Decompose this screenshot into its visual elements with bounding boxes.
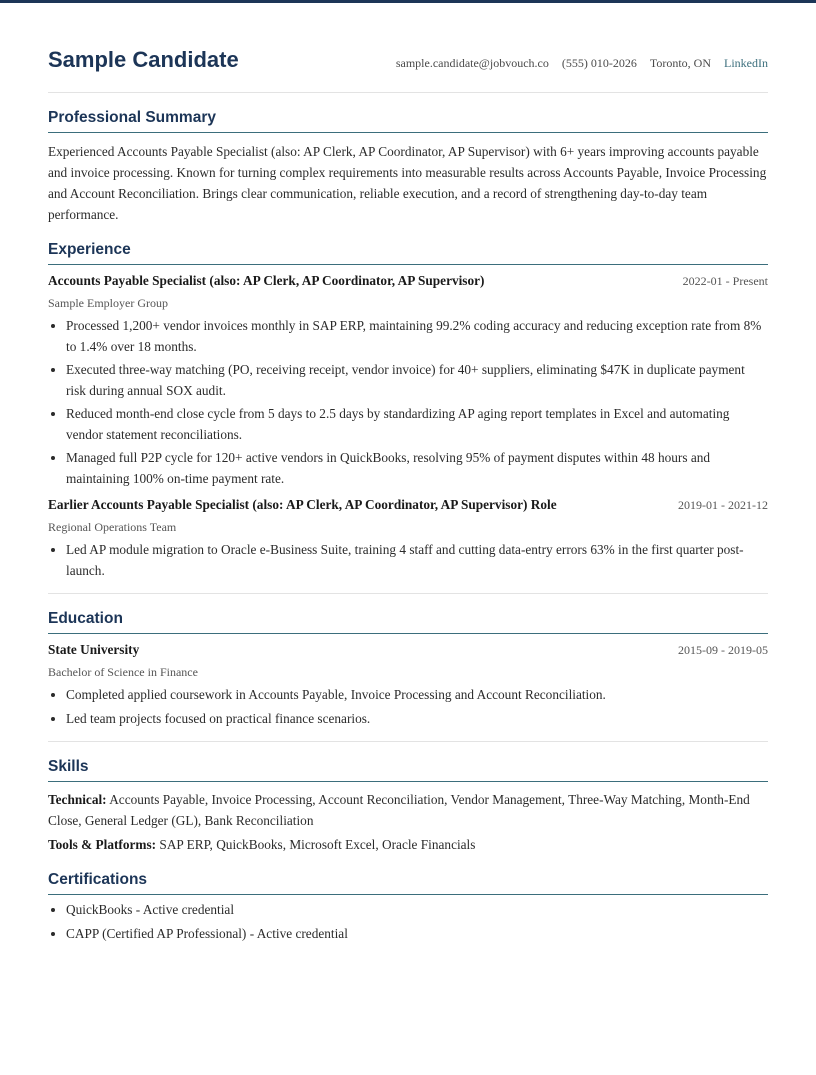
bullet-item: • Completed applied coursework in Accounts Payable, Invoice Processing and Account Reconciliation. bbox=[66, 685, 768, 706]
resume-page bbox=[0, 3, 816, 944]
education-entry bbox=[48, 642, 768, 729]
employer-name: Sample Employer Group bbox=[48, 296, 168, 311]
phone-number: (555) 010-2026 bbox=[561, 56, 637, 70]
school-name: State University bbox=[48, 642, 140, 658]
education-bullets bbox=[48, 685, 768, 729]
resume-header bbox=[48, 3, 768, 93]
section-title-summary: Professional Summary bbox=[48, 109, 768, 133]
job-dates: 2022-01 - Present bbox=[682, 274, 768, 289]
technical-skills bbox=[48, 789, 768, 831]
summary-section bbox=[48, 109, 768, 225]
skills-section bbox=[48, 758, 768, 855]
education-section bbox=[48, 610, 768, 742]
degree-name: Bachelor of Science in Finance bbox=[48, 665, 198, 680]
job-dates: 2019-01 - 2021-12 bbox=[678, 498, 768, 513]
candidate-name: Sample Candidate bbox=[48, 47, 239, 72]
tools-list: SAP ERP, QuickBooks, Microsoft Excel, Oracle Financials bbox=[159, 837, 476, 853]
tools-skills bbox=[48, 834, 768, 855]
email-link[interactable]: sample.candidate@jobvouch.co bbox=[395, 56, 549, 70]
employer-name: Regional Operations Team bbox=[48, 520, 177, 535]
certifications-section bbox=[48, 871, 768, 944]
section-title-skills: Skills bbox=[48, 758, 768, 782]
job-bullets bbox=[48, 316, 768, 489]
certification-list bbox=[48, 900, 768, 944]
education-dates: 2015-09 - 2019-05 bbox=[678, 643, 768, 658]
section-title-education: Education bbox=[48, 610, 768, 634]
bullet-item: • Executed three-way matching (PO, receiving receipt, vendor invoice) for 40+ suppliers, eliminating $47K in duplicate payment risk during annual SOX audit. bbox=[66, 360, 768, 401]
contact-info bbox=[396, 56, 768, 71]
summary-text: Experienced Accounts Payable Specialist (also: AP Clerk, AP Coordinator, AP Supervisor) with 6+ years improving accounts payable and invoice processing. Known for turning complex requirements into measurable results across Accounts Payable, Invoice Processing and Account Reconciliation. Brings clear communication, reliable execution, and a record of strengthening day-to-day team performance. bbox=[48, 144, 767, 223]
certification-item: • CAPP (Certified AP Professional) - Active credential bbox=[66, 924, 768, 945]
job-entry bbox=[48, 273, 768, 489]
section-title-certifications: Certifications bbox=[48, 871, 768, 895]
bullet-item: • Led AP module migration to Oracle e-Business Suite, training 4 staff and cutting data-entry errors 63% in the first quarter post-launch. bbox=[66, 540, 768, 581]
technical-list: Accounts Payable, Invoice Processing, Account Reconciliation, Vendor Management, Three-Way Matching, Month-End Close, General Ledger (GL), Bank Reconciliation bbox=[48, 792, 750, 829]
bullet-item: • Processed 1,200+ vendor invoices monthly in SAP ERP, maintaining 99.2% coding accuracy and reducing exception rate from 8% to 1.4% over 18 months. bbox=[66, 316, 768, 357]
section-divider bbox=[48, 593, 768, 594]
bullet-item: • Reduced month-end close cycle from 5 days to 2.5 days by standardizing AP aging report templates in Excel and automating vendor statement reconciliations. bbox=[66, 404, 768, 445]
location: Toronto, ON bbox=[649, 56, 711, 70]
technical-label: Technical: bbox=[48, 792, 107, 808]
bullet-item: • Led team projects focused on practical finance scenarios. bbox=[66, 709, 768, 730]
bullet-item: • Managed full P2P cycle for 120+ active vendors in QuickBooks, resolving 95% of payment disputes within 48 hours and maintaining 100% on-time payment rate. bbox=[66, 448, 768, 489]
experience-section bbox=[48, 241, 768, 594]
job-entry bbox=[48, 497, 768, 581]
section-title-experience: Experience bbox=[48, 241, 768, 265]
job-title: Accounts Payable Specialist (also: AP Clerk, AP Coordinator, AP Supervisor) bbox=[48, 273, 485, 289]
section-divider bbox=[48, 741, 768, 742]
linkedin-link[interactable]: LinkedIn bbox=[724, 56, 768, 70]
job-bullets bbox=[48, 540, 768, 581]
job-title: Earlier Accounts Payable Specialist (also: AP Clerk, AP Coordinator, AP Supervisor) Role bbox=[48, 497, 557, 513]
tools-label: Tools & Platforms: bbox=[48, 837, 157, 853]
certification-item: • QuickBooks - Active credential bbox=[66, 900, 768, 921]
